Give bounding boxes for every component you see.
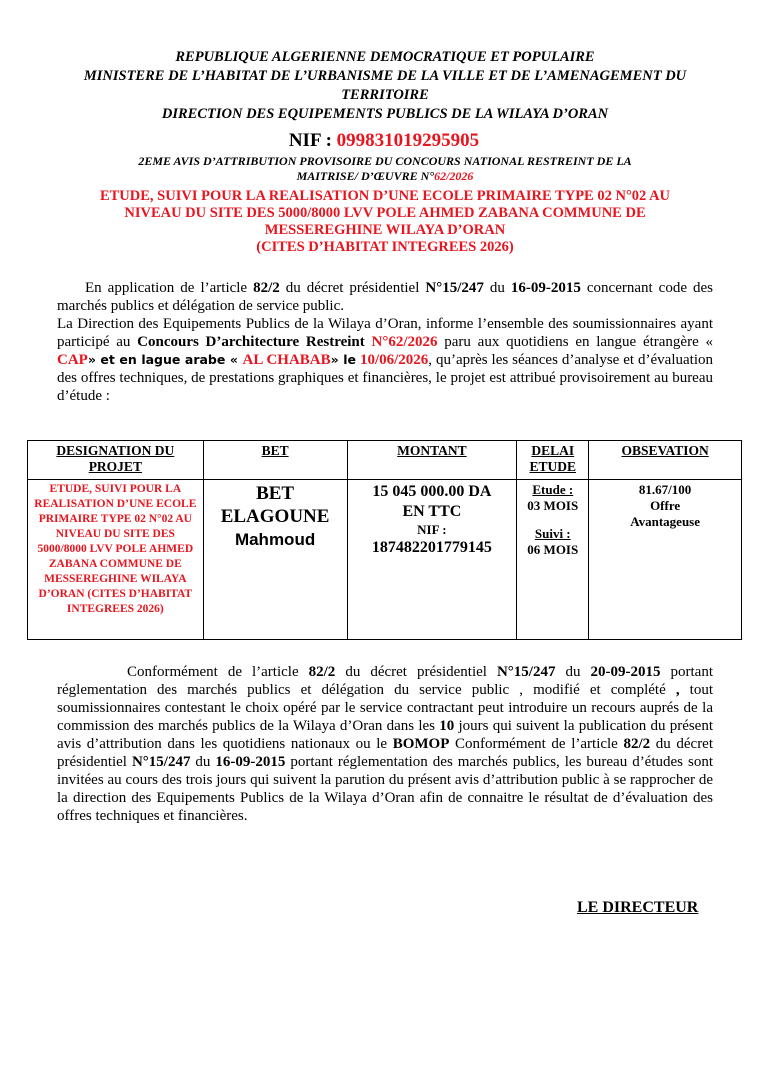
col-header-delai: DELAI ETUDE [517, 441, 589, 480]
bet-nif-label: NIF : [417, 522, 447, 537]
bet-line3: Mahmoud [234, 530, 316, 549]
paragraph-recours [57, 663, 713, 825]
header-block [40, 48, 730, 124]
obs-line1: Offre [650, 498, 681, 513]
text-fragment: Conformément de l’article [127, 664, 309, 680]
cell-bet [203, 480, 347, 640]
header-republic: REPUBLIQUE ALGERIENNE DEMOCRATIQUE ET POPULAIRE [175, 49, 595, 65]
text-fragment: En application de l’article [85, 280, 254, 296]
text-fragment: du [483, 280, 511, 296]
avis-title [70, 154, 700, 184]
avis-line2: MAITRISE/ D’ŒUVRE N° [296, 169, 435, 183]
table-row [28, 480, 742, 640]
paragraph-application [57, 279, 713, 405]
obs-line2: Avantageuse [630, 514, 701, 529]
publication-date: 10/06/2026 [359, 352, 429, 368]
object-line3: MESSEREGHINE WILAYA D’ORAN [264, 222, 506, 238]
table-header-row [28, 441, 742, 480]
header-direction: DIRECTION DES EQUIPEMENTS PUBLICS DE LA WILAYA D’ORAN [161, 106, 609, 122]
text-fragment: » le [330, 352, 356, 367]
montant-value: 15 045 000.00 DA [372, 483, 492, 500]
object-line1: ETUDE, SUIVI POUR LA REALISATION D’UNE ECOLE PRIMAIRE TYPE 02 N°02 AU [99, 188, 671, 204]
article-ref: 82/2 [253, 280, 280, 296]
etude-value: 03 MOIS [527, 498, 579, 513]
bet-line1: BET [256, 483, 295, 504]
avis-number: 62/2026 [434, 169, 474, 183]
cell-designation: ETUDE, SUIVI POUR LA REALISATION D’UNE ECOLE PRIMAIRE TYPE 02 N°02 AU NIVEAU DU SITE DES 5000/8000 LVV POLE AHMED ZABANA COMMUNE DE MESSEREGHINE WILAYA D’ORAN (CITES D’HABITAT INTEGREES 2026) [28, 480, 204, 640]
text-fragment: , [675, 682, 680, 698]
text-fragment: La Direction des Equipements Publics de la Wilaya d’Oran, informe l’ensemble des soumissionnaires ayant participé au [57, 316, 713, 350]
days-count: 10 [439, 718, 455, 734]
contest-name: Concours D’architecture Restreint [137, 334, 372, 350]
text-fragment: , qu’après les séances d’analyse et d’évaluation des offres techniques, de prestations graphiques et financières, le projet est attribué provisoirement au bureau d’étude : [57, 352, 713, 404]
bomop-ref: BOMOP [392, 736, 450, 752]
text-fragment: du décret présidentiel [57, 736, 714, 770]
decree-ref: N°15/247 [425, 280, 484, 296]
avis-line1: 2EME AVIS D’ATTRIBUTION PROVISOIRE DU CONCOURS NATIONAL RESTREINT DE LA [138, 154, 632, 168]
text-fragment: Conformément de l’article [449, 736, 624, 752]
col-header-montant: MONTANT [347, 441, 517, 480]
nif-label: NIF : [288, 130, 337, 151]
text-fragment: du [555, 664, 591, 680]
text-fragment: du décret présidentiel [279, 280, 426, 296]
cell-montant [347, 480, 517, 640]
decree-date: 20-09-2015 [590, 664, 661, 680]
decree-date: 16-09-2015 [215, 754, 286, 770]
project-object [50, 188, 720, 256]
montant-ttc: EN TTC [402, 503, 462, 520]
text-fragment: paru aux quotidiens en langue étrangère « [437, 334, 713, 350]
decree-ref: N°15/247 [131, 754, 191, 770]
article-ref: 82/2 [308, 664, 336, 680]
nif-value: 099831019295905 [336, 130, 480, 151]
object-line4: (CITES D’HABITAT INTEGREES 2026) [256, 239, 514, 255]
etude-label: Etude : [532, 482, 574, 497]
text-fragment: concernant code des marchés publics et délégation de service public. [57, 280, 713, 314]
article-ref: 82/2 [623, 736, 651, 752]
decree-ref: N°15/247 [496, 664, 556, 680]
text-fragment: tout soumissionnaires contestant le choix opéré par le service contractant peut introduire un recours auprés de la commission des marchés publics de la Wilaya d’Oran dans les [57, 682, 713, 734]
newspaper-cap: CAP [57, 352, 88, 368]
text-fragment: du [190, 754, 216, 770]
bet-line2: ELAGOUNE [220, 506, 330, 527]
signature-title: LE DIRECTEUR [577, 899, 699, 916]
text-fragment: du décret présidentiel [335, 664, 497, 680]
cell-delai [517, 480, 589, 640]
suivi-value: 06 MOIS [527, 542, 579, 557]
text-fragment: » et en lague arabe « [87, 352, 243, 367]
text-fragment: jours qui suivent la publication du présent avis d’attribution dans les quotidiens nationaux ou le [57, 718, 714, 752]
text-fragment: portant réglementation des marchés publics et délégation du service public , modifié et complété [57, 664, 713, 698]
header-ministry-cont: TERRITOIRE [341, 87, 429, 103]
attribution-table [27, 440, 742, 640]
header-ministry: MINISTERE DE L’HABITAT DE L’URBANISME DE LA VILLE ET DE L’AMENAGEMENT DU [83, 68, 687, 84]
suivi-label: Suivi : [534, 526, 571, 541]
decree-date: 16-09-2015 [510, 280, 581, 296]
newspaper-chabab: AL CHABAB [242, 352, 331, 368]
col-header-designation: DESIGNATION DU PROJET [28, 441, 204, 480]
col-header-bet: BET [203, 441, 347, 480]
cell-observation [589, 480, 742, 640]
object-line2: NIVEAU DU SITE DES 5000/8000 LVV POLE AHMED ZABANA COMMUNE DE [124, 205, 646, 221]
bet-nif-value: 187482201779145 [371, 539, 492, 556]
score-value: 81.67/100 [638, 482, 692, 497]
col-header-observation: OBSEVATION [589, 441, 742, 480]
contest-number: N°62/2026 [371, 334, 438, 350]
nif-line [0, 130, 768, 152]
text-fragment: portant réglementation des marchés publics, les bureau d’études sont invitées au cours des trois jours qui suivent la parution du présent avis d’attribution public à se rapprocher de la direction des Equipements Publics de la Wilaya d’Oran afin de connaitre le résultat de d’évaluation des offres techniques et financières. [57, 754, 713, 824]
